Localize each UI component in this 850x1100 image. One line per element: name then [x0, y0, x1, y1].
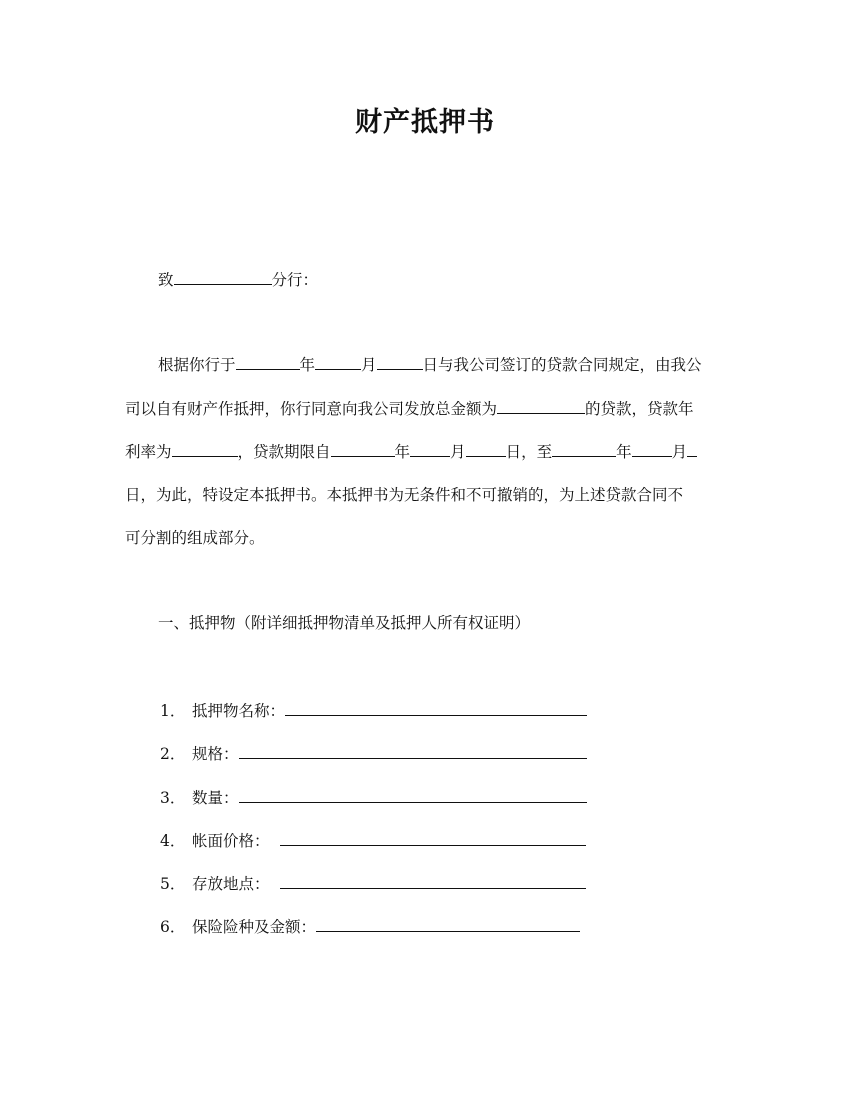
body-text: 月	[450, 443, 466, 461]
salutation-suffix: 分行：	[271, 271, 319, 289]
body-text: ，贷款期限自	[237, 443, 331, 461]
collateral-item	[160, 829, 586, 852]
start-year-blank[interactable]	[331, 440, 395, 457]
quantity-field[interactable]	[239, 786, 587, 803]
body-text: 年	[616, 443, 632, 461]
item-label: 保险险种及金额：	[192, 918, 317, 936]
body-text: 月	[671, 443, 688, 461]
start-month-blank[interactable]	[410, 440, 450, 457]
branch-blank[interactable]	[174, 268, 272, 285]
body-text: 月	[361, 356, 377, 374]
book-value-field[interactable]	[280, 829, 586, 846]
collateral-item	[160, 699, 587, 722]
start-day-blank[interactable]	[466, 440, 506, 457]
item-number: 1．	[160, 702, 186, 720]
item-number: 6．	[160, 918, 186, 936]
salutation-prefix: 致	[158, 271, 174, 289]
section-heading-collateral: 一、抵押物（附详细抵押物清单及抵押人所有权证明）	[158, 614, 531, 632]
body-text: 司以自有财产作抵押，你行同意向我公司发放总金额为	[125, 400, 498, 418]
collateral-item	[160, 786, 587, 809]
storage-location-field[interactable]	[280, 872, 586, 889]
item-label: 数量：	[192, 789, 239, 807]
collateral-item	[160, 915, 580, 938]
loan-amount-blank[interactable]	[497, 397, 585, 414]
contract-month-blank[interactable]	[315, 353, 361, 370]
end-day-blank[interactable]	[687, 440, 697, 457]
document-title: 财产抵押书	[355, 107, 495, 138]
item-label: 抵押物名称：	[192, 702, 286, 720]
body-text: 根据你行于	[158, 356, 236, 374]
insurance-field[interactable]	[316, 915, 580, 932]
body-line-3	[125, 440, 697, 463]
item-label: 存放地点：	[192, 875, 270, 893]
body-text: 利率为	[125, 443, 172, 461]
body-text: 年	[299, 356, 316, 374]
body-text: 日，至	[505, 443, 553, 461]
body-line-5: 可分割的组成部分。	[125, 529, 265, 547]
body-line-2	[125, 397, 694, 420]
collateral-item	[160, 742, 587, 765]
collateral-item	[160, 872, 586, 895]
specification-field[interactable]	[239, 742, 587, 759]
item-number: 3．	[160, 789, 186, 807]
contract-year-blank[interactable]	[236, 353, 300, 370]
item-number: 5．	[160, 875, 186, 893]
interest-rate-blank[interactable]	[172, 440, 238, 457]
body-text: 日与我公司签订的贷款合同规定，由我公	[422, 356, 702, 374]
salutation	[158, 268, 318, 291]
end-year-blank[interactable]	[552, 440, 616, 457]
collateral-name-field[interactable]	[285, 699, 587, 716]
item-number: 4．	[160, 832, 186, 850]
contract-day-blank[interactable]	[377, 353, 423, 370]
end-month-blank[interactable]	[632, 440, 672, 457]
body-text: 的贷款，贷款年	[585, 400, 694, 418]
item-label: 规格：	[192, 745, 239, 763]
item-number: 2．	[160, 745, 186, 763]
body-line-1	[158, 353, 702, 376]
body-text: 年	[394, 443, 411, 461]
body-line-4: 日，为此，特设定本抵押书。本抵押书为无条件和不可撤销的，为上述贷款合同不	[125, 486, 684, 504]
item-label: 帐面价格：	[192, 832, 270, 850]
